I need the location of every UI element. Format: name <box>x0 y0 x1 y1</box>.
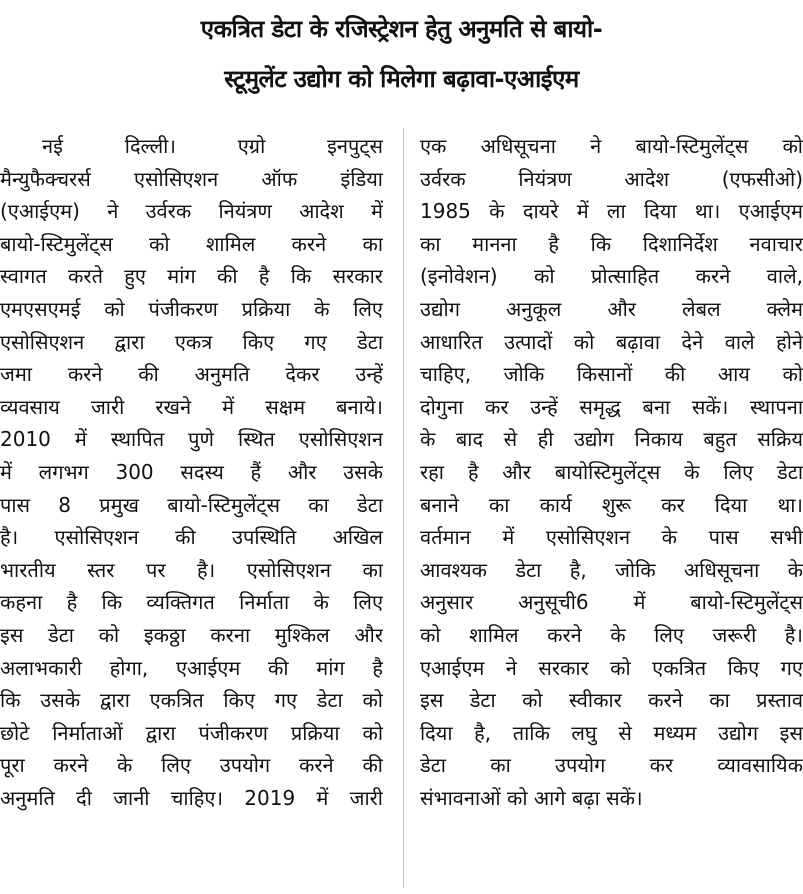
body-line: 2010 में स्थापित पुणे स्थित एसोसिएशन <box>0 427 383 452</box>
body-line: छोटे निर्माताओं द्वारा पंजीकरण प्रक्रिया को <box>0 720 383 745</box>
body-line: एमएसएमई को पंजीकरण प्रक्रिया के लिए <box>0 296 383 321</box>
body-line: उर्वरक नियंत्रण आदेश (एफसीओ) <box>420 166 803 191</box>
headline-line-1: एकत्रित डेटा के रजिस्ट्रेशन हेतु अनुमति से बायो- <box>200 15 603 43</box>
body-line: 1985 के दायरे में ला दिया था। एआईएम <box>420 199 803 224</box>
body-line: का मानना है कि दिशानिर्देश नवाचार <box>420 231 803 256</box>
body-line: इस डेटा को स्वीकार करने का प्रस्ताव <box>420 688 803 713</box>
body-line: भारतीय स्तर पर है। एसोसिएशन का <box>0 557 383 582</box>
body-line: बायो-स्टिमुलेंट्स को शामिल करने का <box>0 231 383 256</box>
body-line: अलाभकारी होगा, एआईएम की मांग है <box>0 655 383 680</box>
body-line: उद्योग अनुकूल और लेबल क्लेम <box>420 296 803 321</box>
body-line: पास 8 प्रमुख बायो-स्टिमुलेंट्स का डेटा <box>0 492 383 517</box>
body-line: डेटा का उपयोग कर व्यावसायिक <box>420 753 803 778</box>
body-line: संभावनाओं को आगे बढ़ा सकें। <box>420 785 643 810</box>
body-line: एक अधिसूचना ने बायो-स्टिमुलेंट्स को <box>420 134 803 158</box>
body-line: आवश्यक डेटा है, जोकि अधिसूचना के <box>420 557 803 582</box>
body-line: एसोसिएशन द्वारा एकत्र किए गए डेटा <box>0 329 383 354</box>
body-line: एआईएम ने सरकार को एकत्रित किए गए <box>420 655 803 680</box>
body-line: कहना है कि व्यक्तिगत निर्माता के लिए <box>0 590 383 615</box>
body-line: आधारित उत्पादों को बढ़ावा देने वाले होने <box>420 329 803 354</box>
body-line: इस डेटा को इकठ्ठा करना मुश्किल और <box>0 622 383 647</box>
body-line: के बाद से ही उद्योग निकाय बहुत सक्रिय <box>420 427 803 452</box>
body-line: (इनोवेशन) को प्रोत्साहित करने वाले, <box>420 264 803 289</box>
body-line: कि उसके द्वारा एकत्रित किए गए डेटा को <box>0 688 383 713</box>
body-line: स्वागत करते हुए मांग की है कि सरकार <box>0 264 383 289</box>
body-line: अनुसार अनुसूची6 में बायो-स्टिमुलेंट्स <box>420 590 803 615</box>
article-column-right <box>420 130 803 814</box>
body-line: बनाने का कार्य शुरू कर दिया था। <box>420 492 803 517</box>
body-line: रहा है और बायोस्टिमुलेंट्स के लिए डेटा <box>420 459 803 484</box>
body-line: मैन्युफैक्चरर्स एसोसिएशन ऑफ इंडिया <box>0 166 383 191</box>
body-line: जमा करने की अनुमति देकर उन्हें <box>0 362 383 387</box>
body-line: चाहिए, जोकि किसानों की आय को <box>420 362 803 387</box>
body-line: अनुमति दी जानी चाहिए। 2019 में जारी <box>0 785 383 810</box>
body-line: वर्तमान में एसोसिएशन के पास सभी <box>420 525 803 550</box>
body-line: दोगुना कर उन्हें समृद्ध बना सकें। स्थापना <box>420 394 803 419</box>
headline-line-2: स्टूमुलेंट उद्योग को मिलेगा बढ़ावा-एआईएम <box>224 65 579 93</box>
column-divider <box>403 128 404 888</box>
body-line: व्यवसाय जारी रखने में सक्षम बनाये। <box>0 394 383 419</box>
body-line: नई दिल्ली। एग्रो इनपुट्स <box>42 134 383 158</box>
article-headline <box>0 4 803 104</box>
body-line: (एआईएम) ने उर्वरक नियंत्रण आदेश में <box>0 199 383 224</box>
body-line: में लगभग 300 सदस्य हैं और उसके <box>0 459 383 484</box>
body-line: को शामिल करने के लिए जरूरी है। <box>420 622 803 647</box>
body-line: है। एसोसिएशन की उपस्थिति अखिल <box>0 525 383 550</box>
article-column-left <box>0 130 383 814</box>
body-line: पूरा करने के लिए उपयोग करने की <box>0 753 383 778</box>
body-line: दिया है, ताकि लघु से मध्यम उद्योग इस <box>420 720 803 745</box>
